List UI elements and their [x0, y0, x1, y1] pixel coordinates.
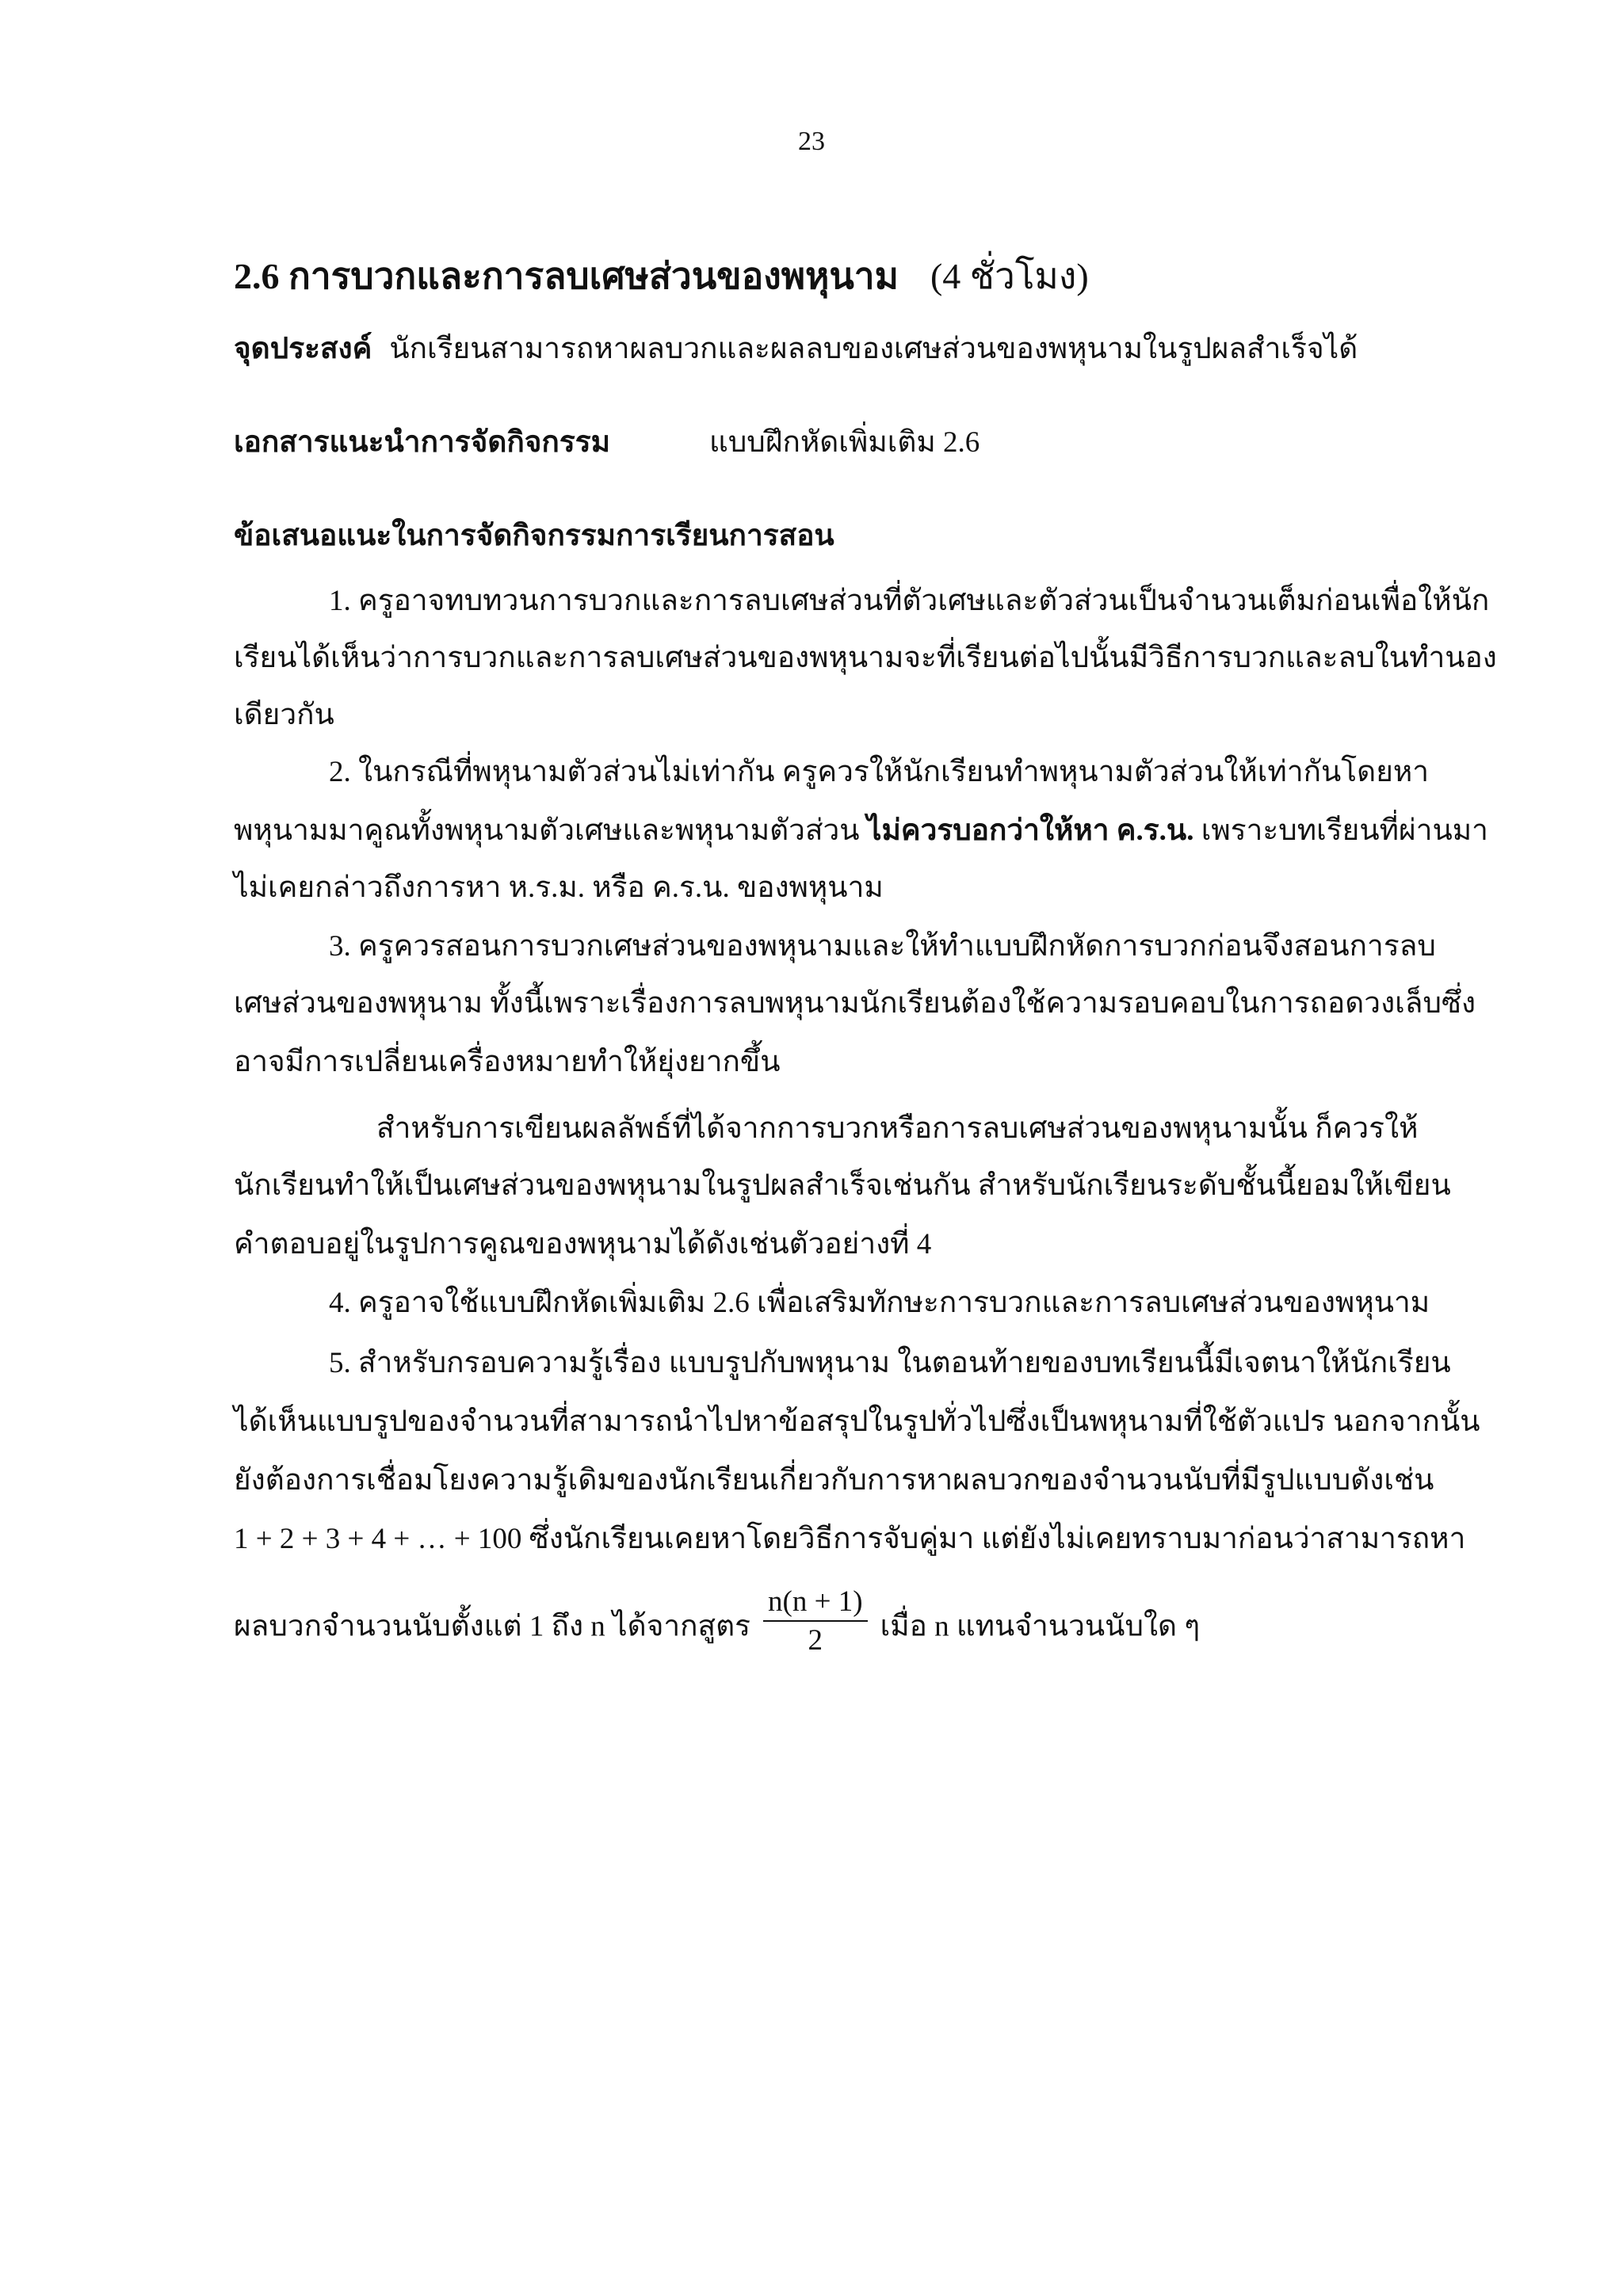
- item5-line1: 5. สำหรับกรอบความรู้เรื่อง แบบรูปกับพหุนาม ในตอนท้ายของบทเรียนนี้มีเจตนาให้นักเรียน: [329, 1347, 1451, 1379]
- page-number: 23: [798, 127, 825, 156]
- item1-line2: เรียนได้เห็นว่าการบวกและการลบเศษส่วนของพหุนามจะที่เรียนต่อไปนั้นมีวิธีการบวกและลบในทำนอง: [234, 642, 1497, 674]
- objective-text: นักเรียนสามารถหาผลบวกและผลลบของเศษส่วนของพหุนามในรูปผลสำเร็จได้: [389, 333, 1358, 365]
- item2-line1: 2. ในกรณีที่พหุนามตัวส่วนไม่เท่ากัน ครูควรให้นักเรียนทำพหุนามตัวส่วนให้เท่ากันโดยหา: [329, 756, 1430, 788]
- item5-line3: ยังต้องการเชื่อมโยงความรู้เดิมของนักเรียนเกี่ยวกับการหาผลบวกของจำนวนนับที่มีรูปแบบดังเช่น: [234, 1464, 1434, 1497]
- item5-line5-text-a: ผลบวกจำนวนนับตั้งแต่ 1 ถึง n ได้จากสูตร: [234, 1610, 751, 1643]
- item2-line2-bold: ไม่ควรบอกว่าให้หา ค.ร.น.: [866, 814, 1194, 847]
- item3-line1: 3. ครูควรสอนการบวกเศษส่วนของพหุนามและให้ทำแบบฝึกหัดการบวกก่อนจึงสอนการลบ: [329, 930, 1436, 963]
- item4-line1: 4. ครูอาจใช้แบบฝึกหัดเพิ่มเติม 2.6 เพื่อเสริมทักษะการบวกและการลบเศษส่วนของพหุนาม: [329, 1287, 1430, 1319]
- item5-line4: 1 + 2 + 3 + 4 + … + 100 ซึ่งนักเรียนเคยหาโดยวิธีการจับคู่มา แต่ยังไม่เคยทราบมาก่อนว่าสามารถหา: [234, 1523, 1466, 1555]
- documents-label: เอกสารแนะนำการจัดกิจกรรม: [234, 426, 610, 459]
- sum-formula-fraction: [763, 1585, 868, 1657]
- item5-line5-text-b: เมื่อ n แทนจำนวนนับใด ๆ: [880, 1610, 1201, 1643]
- item2-line2-text-a: พหุนามมาคูณทั้งพหุนามตัวเศษและพหุนามตัวส่วน: [234, 814, 867, 847]
- item3-line2: เศษส่วนของพหุนาม ทั้งนี้เพราะเรื่องการลบพหุนามนักเรียนต้องใช้ความรอบคอบในการถอดวงเล็บซึ่ง: [234, 987, 1476, 1020]
- objective-label: จุดประสงค์: [234, 333, 372, 365]
- section-heading: [234, 247, 1089, 305]
- paragraph-line2: นักเรียนทำให้เป็นเศษส่วนของพหุนามในรูปผลสำเร็จเช่นกัน สำหรับนักเรียนระดับชั้นนี้ยอมให้เขียน: [234, 1169, 1451, 1202]
- item5-line2: ได้เห็นแบบรูปของจำนวนที่สามารถนำไปหาข้อสรุปในรูปทั่วไปซึ่งเป็นพหุนามที่ใช้ตัวแปร นอกจากนั้น: [234, 1405, 1480, 1438]
- item3-line3: อาจมีการเปลี่ยนเครื่องหมายทำให้ยุ่งยากขึ้น: [234, 1046, 781, 1078]
- section-title: 2.6 การบวกและการลบเศษส่วนของพหุนาม: [234, 256, 899, 296]
- fraction-numerator: n(n + 1): [763, 1585, 868, 1622]
- paragraph-line1: สำหรับการเขียนผลลัพธ์ที่ได้จากการบวกหรือการลบเศษส่วนของพหุนามนั้น ก็ควรให้: [376, 1112, 1419, 1145]
- documents-line: [234, 418, 980, 465]
- paragraph-line3: คำตอบอยู่ในรูปการคูณของพหุนามได้ดังเช่นตัวอย่างที่ 4: [234, 1228, 932, 1261]
- item1-line1: 1. ครูอาจทบทวนการบวกและการลบเศษส่วนที่ตัวเศษและตัวส่วนเป็นจำนวนเต็มก่อนเพื่อให้นัก: [329, 585, 1490, 617]
- documents-text: แบบฝึกหัดเพิ่มเติม 2.6: [708, 426, 980, 459]
- objective-line: [234, 325, 1358, 372]
- fraction-denominator: 2: [808, 1624, 823, 1657]
- item2-line2-text-c: เพราะบทเรียนที่ผ่านมา: [1193, 814, 1488, 847]
- section-duration: (4 ชั่วโมง): [930, 256, 1089, 296]
- item5-line5: [234, 1585, 1201, 1665]
- item2-line3: ไม่เคยกล่าวถึงการหา ห.ร.ม. หรือ ค.ร.น. ของพหุนาม: [234, 871, 884, 904]
- item2-line2: [234, 807, 1488, 853]
- suggestions-heading: ข้อเสนอแนะในการจัดกิจกรรมการเรียนการสอน: [234, 520, 834, 552]
- item1-line3: เดียวกัน: [234, 699, 334, 731]
